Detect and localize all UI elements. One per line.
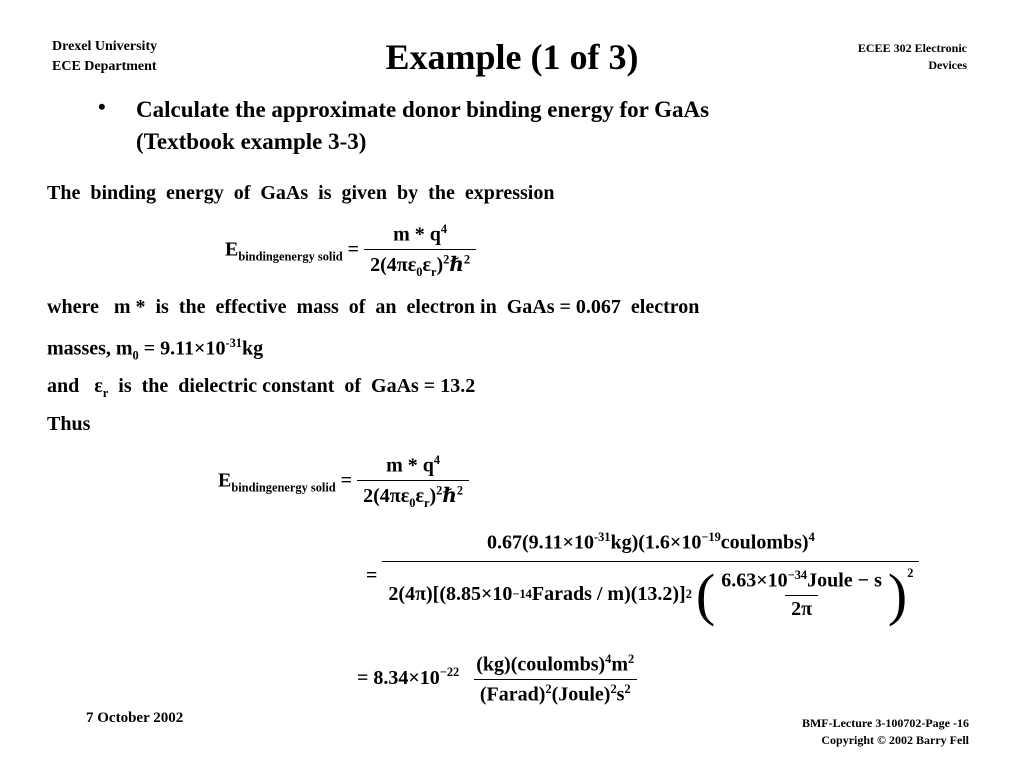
formula-hbar: ℏ <box>449 253 464 276</box>
calc-den-exp: −14 <box>512 587 532 602</box>
formula2-den-b: ε <box>415 484 424 507</box>
formula2-numerator <box>380 453 446 480</box>
formula2-den-a: 2(4πε <box>363 484 410 507</box>
calculation-substitution <box>366 530 919 627</box>
formula2-num-exp: 4 <box>433 453 441 467</box>
units-den-pow1: 2 <box>545 681 552 696</box>
bullet-text <box>136 94 896 158</box>
calc-inner-group <box>692 561 914 627</box>
units-num-pow: 4 <box>605 652 612 666</box>
and-line <box>47 375 475 401</box>
calc-inner-pow: 2 <box>907 565 914 580</box>
units-den-pow3: 2 <box>624 681 631 696</box>
formula2-E: E <box>218 469 232 492</box>
calc-inner-num-exp: −34 <box>787 568 808 583</box>
formula2-num-m: m * q <box>386 454 434 477</box>
formula2-denominator <box>357 480 469 511</box>
calculation-result <box>357 652 640 706</box>
formula-den-b: ε <box>422 253 431 276</box>
formula-E: E <box>225 238 239 261</box>
bullet-line1: Calculate the approximate donor binding energy for GaAs <box>136 97 710 122</box>
calc-inner-fraction <box>715 568 888 621</box>
units-num-a: (kg)(coulombs) <box>476 653 606 676</box>
department-name: ECE Department <box>52 59 157 74</box>
footer-page: BMF-Lecture 3-100702-Page -16 <box>801 716 969 730</box>
formula2-fraction <box>357 453 469 511</box>
units-fraction <box>470 652 640 706</box>
formula-E-sub: bindingenergy solid <box>238 249 343 264</box>
calc-num-mid: kg)(1.6×10 <box>610 531 702 554</box>
formula2-E-sub: bindingenergy solid <box>231 480 336 495</box>
masses-line <box>47 336 263 364</box>
formula-denominator <box>364 249 476 280</box>
calc-numerator <box>481 530 821 561</box>
formula2-den-exp: 2 <box>436 483 443 497</box>
formula-num-exp: 4 <box>440 222 448 236</box>
calc-num-end: coulombs) <box>720 531 809 554</box>
calc-den-pow: 2 <box>685 587 692 602</box>
calc-num-a: 0.67(9.11×10 <box>487 531 594 554</box>
formula2-hbar: ℏ <box>442 484 457 507</box>
formula2-equals: = <box>340 469 353 492</box>
formula2-hbar-exp: 2 <box>456 483 464 497</box>
course-name <box>858 40 967 74</box>
bullet-line2: (Textbook example 3-3) <box>136 129 367 154</box>
thus-label: Thus <box>47 413 91 435</box>
course-line2: Devices <box>928 58 967 72</box>
course-line1: ECEE 302 Electronic <box>857 41 967 55</box>
bullet-marker: • <box>98 94 106 119</box>
masses-unit: kg <box>241 337 264 360</box>
intro-text: The binding energy of GaAs is given by the expression <box>47 182 555 204</box>
units-denominator <box>474 679 637 707</box>
result-exp: −22 <box>439 665 460 680</box>
masses-sub: 0 <box>132 348 139 363</box>
university-name: Drexel University <box>52 39 158 54</box>
formula2-den-c: ) <box>429 484 437 507</box>
formula-numerator <box>387 222 453 249</box>
formula-equals: = <box>347 238 360 261</box>
masses-prefix: masses, m <box>47 337 133 360</box>
masses-exp: -31 <box>225 336 242 350</box>
formula-den-exp: 2 <box>443 252 450 266</box>
units-den-c: s <box>616 683 625 706</box>
formula-den-a: 2(4πε <box>370 253 417 276</box>
formula-num-m: m * q <box>393 223 441 246</box>
units-num-pow2: 2 <box>628 652 635 666</box>
formula-binding-energy-2 <box>218 453 469 511</box>
formula-fraction <box>364 222 476 280</box>
slide-title: Example (1 of 3) <box>385 37 639 77</box>
formula2-den-subr: r <box>424 495 430 510</box>
left-paren-icon: ( <box>695 561 716 627</box>
calc-inner-denominator: 2π <box>785 595 818 621</box>
calc-equals: = <box>366 564 378 587</box>
and-rest: is the dielectric constant of GaAs = 13.2 <box>108 375 476 397</box>
masses-mid: = 9.11×10 <box>138 337 226 360</box>
formula-hbar-exp: 2 <box>463 252 471 266</box>
where-line: where m * is the effective mass of an electron in GaAs = 0.067 electron <box>47 296 700 318</box>
calc-den-a: 2(4π)[(8.85×10 <box>388 583 513 606</box>
formula2-den-sub0: 0 <box>409 495 416 510</box>
and-sub: r <box>102 386 109 400</box>
units-num-b: m <box>611 653 629 676</box>
formula-binding-energy <box>225 222 476 280</box>
formula-den-sub0: 0 <box>416 264 423 279</box>
calc-inner-num-b: Joule − s <box>807 569 882 592</box>
and-prefix: and ε <box>47 375 103 397</box>
calc-denominator <box>382 561 919 627</box>
units-den-a: (Farad) <box>479 683 546 706</box>
calc-num-pow: 4 <box>808 530 815 544</box>
footer-info <box>802 715 969 749</box>
footer-date: 7 October 2002 <box>86 710 184 726</box>
result-value: = 8.34×10 <box>357 666 440 689</box>
calc-num-exp1: -31 <box>593 530 611 544</box>
calc-inner-numerator <box>715 568 888 595</box>
units-numerator <box>470 652 640 679</box>
calc-den-b: Farads / m)(13.2)] <box>531 583 686 606</box>
units-den-b: (Joule) <box>551 683 611 706</box>
formula-den-subr: r <box>431 264 437 279</box>
right-paren-icon: ) <box>887 561 908 627</box>
footer-copyright: Copyright © 2002 Barry Fell <box>821 733 969 747</box>
units-den-pow2: 2 <box>610 681 617 696</box>
formula-den-c: ) <box>436 253 444 276</box>
calc-num-exp2: −19 <box>701 530 721 544</box>
calc-fraction <box>382 530 919 627</box>
calc-inner-num-a: 6.63×10 <box>721 569 788 592</box>
